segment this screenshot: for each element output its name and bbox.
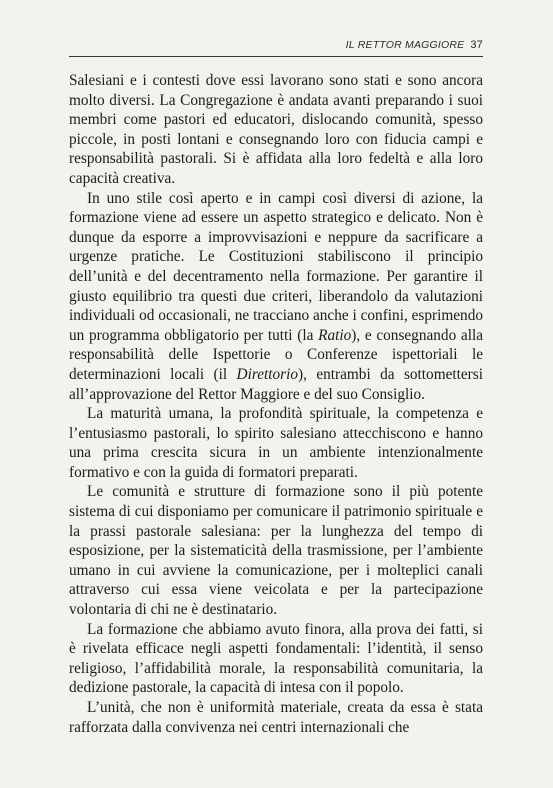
- paragraph: [69, 404, 483, 482]
- text-run: L’unità, che non è uniformità materiale, creata da essa è stata rafforzata dalla convivenza nei centri internazionali che: [69, 699, 483, 736]
- text-run: ), entrambi da sottomettersi all’approvazione del Rettor Maggiore e del suo Consiglio.: [69, 365, 483, 403]
- text-run: Le comunità e strutture di formazione sono il più potente sistema di cui disponiamo per comunicare il patrimonio spirituale e la prassi pastorale salesiana: per la lunghezza del tempo di esposizione, per la sistematicità della trasmissione, per l’ambiente umano in cui avviene la comunicazione, per i molteplici canali attraverso cui essa viene veicolata e per la partecipazione volontaria di chi ne è destinatario.: [69, 483, 483, 619]
- text-run: In uno stile così aperto e in campi così diversi di azione, la formazione viene ad essere un aspetto strategico e delicato. Non è dunque da esporre a improvvisazioni e neppure da sacrificare a urgenze pratiche. Le Costituzioni stabiliscono il principio dell’unità e del decentramento nella formazione. Per garantire il giusto equilibrio tra questi due criteri, liberandolo da valutazioni individuali od occasionali, ne tracciano anche i confini, esprimendo un programma obbligatorio per tutti (la: [69, 189, 483, 344]
- text-run: ), e consegnando alla responsabilità delle Ispettorie o Conferenze ispettoriali le determinazioni locali (il: [69, 326, 483, 383]
- italic-term: Ratio: [318, 326, 352, 344]
- running-title: IL RETTOR MAGGIORE: [345, 39, 465, 51]
- italic-term: Direttorio: [236, 365, 299, 383]
- paragraph: [69, 189, 483, 405]
- paragraph: [69, 482, 483, 619]
- running-header: [346, 39, 483, 51]
- paragraph: [69, 71, 483, 189]
- body-text: [69, 71, 483, 737]
- header-rule: [69, 56, 483, 57]
- text-run: La formazione che abbiamo avuto finora, alla prova dei fatti, si è rivelata efficace negli aspetti fondamentali: l’identità, il senso religioso, l’affidabilità morale, la responsabilità comunitaria, la dedizione pastorale, la capacità di intesa con il popolo.: [69, 620, 483, 697]
- paragraph: [69, 620, 483, 698]
- text-run: La maturità umana, la profondità spirituale, la competenza e l’entusiasmo pastorali, lo spirito salesiano attecchiscono e hanno una prima crescita sicura in un ambiente intenzionalmente formativo e con la guida di formatori preparati.: [69, 405, 483, 481]
- paragraph: [69, 698, 483, 737]
- text-run: Salesiani e i contesti dove essi lavorano sono stati e sono ancora molto diversi. La Congregazione è andata avanti preparando i suoi membri come pastori ed educatori, dislocando comunità, spesso piccole, in posti lontani e consegnando loro con fiducia campi e responsabilità pastorali. Si è affidata alla loro fedeltà e alla loro capacità creativa.: [69, 72, 483, 187]
- page-number: 37: [470, 39, 483, 51]
